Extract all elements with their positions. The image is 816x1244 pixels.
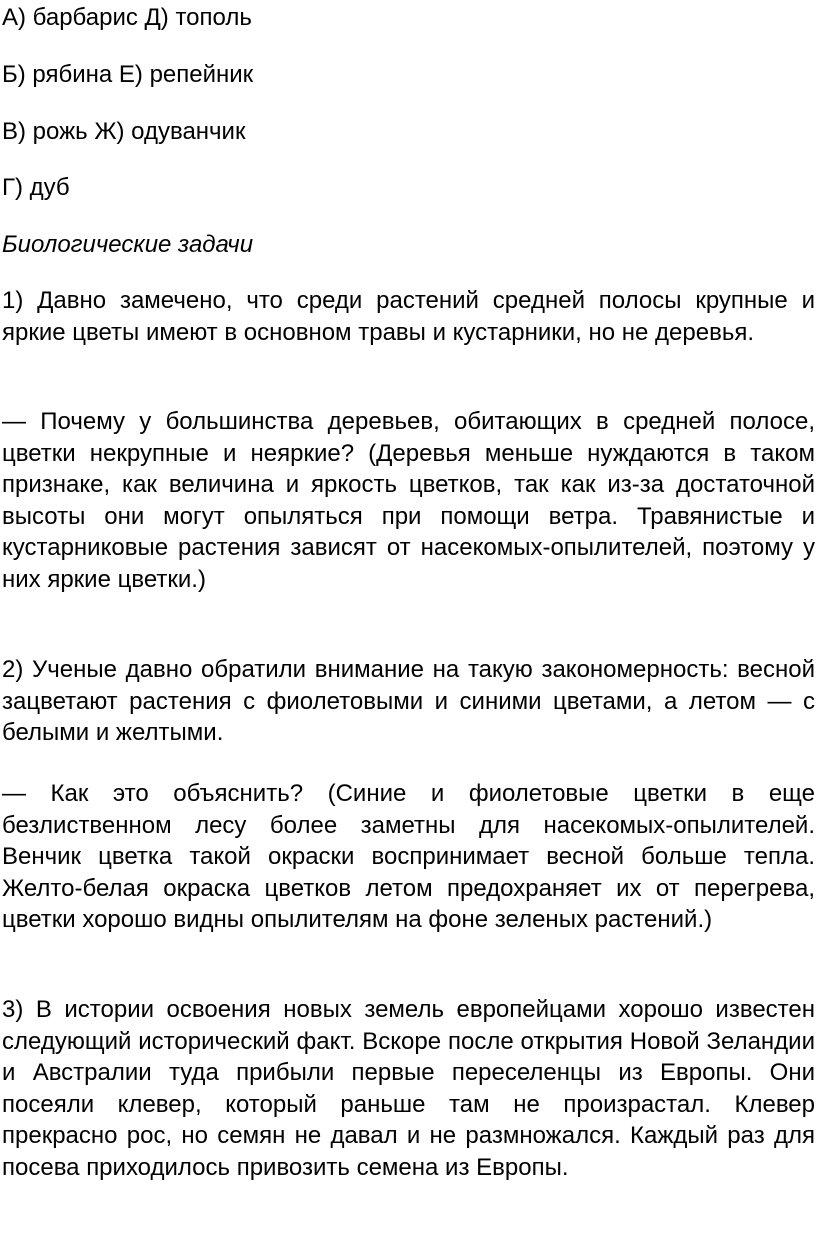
task-3-paragraph: 3) В истории освоения новых земель европейцами хорошо известен следующий исторический факт. Вскоре после открытия Новой Зеландии и Австралии туда прибыли первые переселенцы из Европы. Они посеяли клевер, который раньше там не произрастал. Клевер прекрасно рос, но семян не давал и не размножался. Каждый раз для посева приходилось привозить семена из Европы.: [2, 996, 815, 1181]
list-item-g: Г) дуб: [2, 174, 70, 201]
list-item-v-zh: В) рожь Ж) одуванчик: [2, 118, 246, 145]
task-1-paragraph: 1) Давно замечено, что среди растений средней полосы крупные и яркие цветы имеют в основном травы и кустарники, но не деревья.: [2, 287, 815, 346]
task-2-paragraph: 2) Ученые давно обратили внимание на такую закономерность: весной зацветают растения с фиолетовыми и синими цветами, а летом — с белыми и желтыми.: [2, 656, 815, 747]
list-item-b-e: Б) рябина Е) репейник: [2, 61, 254, 88]
task-2-answer-paragraph: — Как это объяснить? (Синие и фиолетовые цветки в еще безлиственном лесу более заметны для насекомых-опылителей. Венчик цветка такой окраски воспринимает весной больше тепла. Желто-белая окраска цветков летом предохраняет их от перегрева, цветки хорошо видны опылителям на фоне зеленых растений.): [2, 780, 815, 934]
task-1-answer-paragraph: — Почему у большинства деревьев, обитающих в средней полосе, цветки некрупные и неяркие? (Деревья меньше нуждаются в таком признаке, как величина и яркость цветков, так как из-за достаточной высоты они могут опыляться при помощи ветра. Травянистые и кустарниковые растения зависят от насекомых-опылителей, поэтому у них яркие цветки.): [2, 408, 815, 593]
list-item-a-d: А) барбарис Д) тополь: [2, 4, 252, 31]
section-heading: Биологические задачи: [2, 231, 254, 258]
